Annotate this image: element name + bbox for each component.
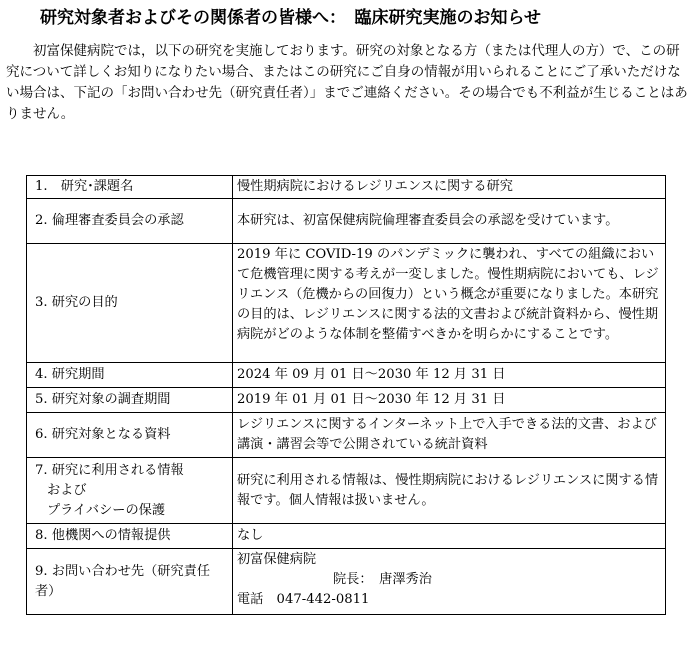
row-label: 8. 他機関への情報提供: [27, 524, 233, 549]
row-value: 2019 年に COVID-19 のパンデミックに襲われ、すべての組織において危機管理に関する考えが一変しました。慢性期病院においても、レジリエンス（危機からの回復力）という概念が重要になりました。本研究の目的は、レジリエンスに関する法的文書および統計資料から、慢性期病院がどのような体制を整備すべきかを明らかにすることです。: [233, 244, 666, 363]
row-label: [27, 458, 233, 524]
table-row: [27, 413, 666, 458]
row-label-line: および: [47, 482, 87, 498]
row-label-line: プライバシーの保護: [47, 502, 166, 518]
row-value: 本研究は、初富保健病院倫理審査委員会の承認を受けています。: [233, 199, 666, 244]
row-value: 慢性期病院におけるレジリエンスに関する研究: [233, 176, 666, 199]
intro-paragraph: 初富保健病院では，以下の研究を実施しております。研究の対象となる方（または代理人の方）で、この研究について詳しくお知りになりたい場合、またはこの研究にご自身の情報が用いられることにご了承いただけない場合は、下記の「お問い合わせ先（研究責任者）」までご連絡ください。その場合でも不利益が生じることはありません。: [6, 43, 688, 122]
row-label-line: 7. 研究に利用される情報: [35, 462, 184, 478]
row-label: 6. 研究対象となる資料: [27, 413, 233, 458]
table-row: [27, 458, 666, 524]
table-row: [27, 176, 666, 199]
row-label: 3. 研究の目的: [27, 244, 233, 363]
contact-phone: 電話 047-442-0811: [237, 592, 370, 607]
row-value: レジリエンスに関するインターネット上で入手できる法的文書、および講演・講習会等で公開されている統計資料: [233, 413, 666, 458]
contact-info: [233, 549, 666, 615]
row-value: 2019 年 01 月 01 日～2030 年 12 月 31 日: [233, 388, 666, 413]
row-label: 2. 倫理審査委員会の承認: [27, 199, 233, 244]
table-row: [27, 199, 666, 244]
page-title: 研究対象者およびその関係者の皆様へ： 臨床研究実施のお知らせ: [40, 8, 541, 28]
contact-director: 院長： 唐澤秀治: [333, 572, 432, 587]
contact-hospital: 初富保健病院: [237, 552, 317, 567]
table-row: [27, 388, 666, 413]
table-row: [27, 363, 666, 388]
row-value: なし: [233, 524, 666, 549]
row-label: 4. 研究期間: [27, 363, 233, 388]
table-row: [27, 549, 666, 615]
row-value: 研究に利用される情報は、慢性期病院におけるレジリエンスに関する情報です。個人情報は扱いません。: [233, 458, 666, 524]
table-row: [27, 524, 666, 549]
table-row: [27, 244, 666, 363]
row-label: 9. お問い合わせ先（研究責任者）: [27, 549, 233, 615]
row-label: 1. 研究･課題名: [27, 176, 233, 199]
row-label: 5. 研究対象の調査期間: [27, 388, 233, 413]
study-info-table: [26, 175, 666, 615]
row-value: 2024 年 09 月 01 日～2030 年 12 月 31 日: [233, 363, 666, 388]
